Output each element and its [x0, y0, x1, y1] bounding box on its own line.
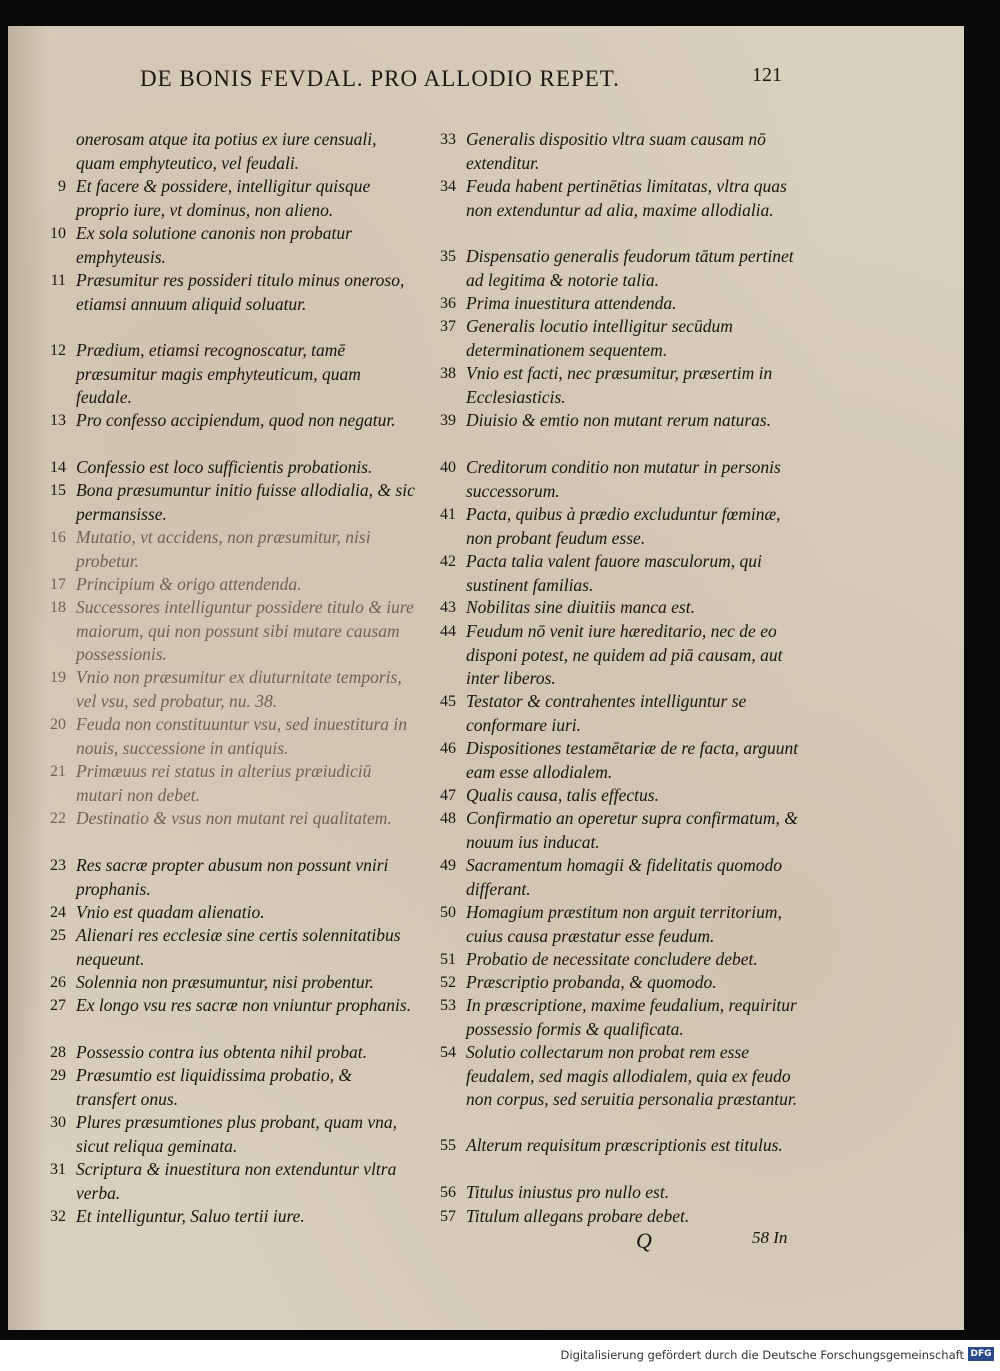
entry-text: Sacramentum homagii & fidelitatis quomodo differant. [466, 855, 782, 899]
entry-text: Nobilitas sine diuitiis manca est. [466, 597, 695, 617]
entry-text: Præsumtio est liquidissima probatio, & transfert onus. [76, 1065, 352, 1109]
entry-number: 26 [50, 974, 66, 991]
entry-text: Dispensatio generalis feudorum tātum pertinet ad legitima & notorie talia. [466, 246, 794, 290]
index-entry [440, 503, 810, 550]
entry-number: 11 [50, 272, 66, 289]
entry-number: 50 [440, 904, 456, 921]
entry-text: Solutio collectarum non probat rem esse feudalem, sed magis allodialem, quia ex feudo non corpus, sed seruitia personalia præstantur. [466, 1042, 798, 1109]
entry-text: onerosam atque ita potius ex iure censuali, quam emphyteutico, vel feudali. [76, 129, 377, 173]
index-entry [440, 596, 810, 620]
entry-number: 39 [440, 412, 456, 429]
entry-text: Pacta, quibus à prædio excluduntur fœminæ, non probant feudum esse. [466, 504, 781, 548]
entry-number: 28 [50, 1044, 66, 1061]
entry-text: Alienari res ecclesiæ sine certis solennitatibus nequeunt. [76, 925, 401, 969]
index-entry [440, 175, 810, 222]
entry-text: Res sacræ propter abusum non possunt vniri prophanis. [76, 855, 389, 899]
entry-text: Feuda non constituuntur vsu, sed inuestitura in nouis, successione in antiquis. [76, 714, 408, 758]
entry-text: Probatio de necessitate concludere debet. [466, 949, 758, 969]
index-entry [50, 269, 416, 316]
entry-text: Præsumitur res possideri titulo minus oneroso, etiamsi annuum aliquid soluatur. [76, 270, 405, 314]
index-entry [58, 175, 416, 222]
index-entry [50, 339, 416, 410]
entry-number: 38 [440, 365, 456, 382]
entry-text: Pro confesso accipiendum, quod non negatur. [76, 410, 396, 430]
entry-number: 32 [50, 1208, 66, 1225]
entry-number: 41 [440, 506, 456, 523]
index-entry [50, 573, 416, 597]
digitization-footer [0, 1340, 1000, 1371]
entry-number: 51 [440, 951, 456, 968]
index-entry [440, 409, 810, 433]
entry-number: 27 [50, 997, 66, 1014]
index-entry [50, 994, 416, 1018]
entry-number: 31 [50, 1161, 66, 1178]
index-entry [50, 807, 416, 831]
index-entry [50, 924, 416, 971]
index-entry [440, 1134, 810, 1158]
entry-number: 13 [50, 412, 66, 429]
entry-number: 29 [50, 1067, 66, 1084]
entry-number: 23 [50, 857, 66, 874]
entry-text: Confirmatio an operetur supra confirmatum, & nouum ius inducat. [466, 808, 798, 852]
index-entry [440, 245, 810, 292]
entry-number: 12 [50, 342, 66, 359]
entry-number: 35 [440, 248, 456, 265]
index-entry [440, 971, 810, 995]
index-entry [440, 807, 810, 854]
entry-text: Prædium, etiamsi recognoscatur, tamē præsumitur magis emphyteuticum, quam feudale. [76, 340, 361, 407]
entry-number: 36 [440, 295, 456, 312]
index-entry [440, 784, 810, 808]
index-entry [50, 666, 416, 713]
index-entry [50, 854, 416, 901]
entry-number: 49 [440, 857, 456, 874]
index-entry [440, 456, 810, 503]
index-entry [76, 128, 416, 175]
entry-text: Pacta talia valent fauore masculorum, qui sustinent familias. [466, 551, 762, 595]
entry-text: Generalis dispositio vltra suam causam nō extenditur. [466, 129, 766, 173]
index-entry [440, 128, 810, 175]
entry-number: 24 [50, 904, 66, 921]
entry-number: 46 [440, 740, 456, 757]
entry-text: Testator & contrahentes intelliguntur se conformare iuri. [466, 691, 747, 735]
index-entry [440, 1041, 810, 1112]
catchword: 58 In [752, 1228, 788, 1247]
entry-text: Ex longo vsu res sacræ non vniuntur prophanis. [76, 995, 412, 1015]
entry-number: 19 [50, 669, 66, 686]
entry-number: 14 [50, 459, 66, 476]
entry-number: 55 [440, 1137, 456, 1154]
entry-text: Mutatio, vt accidens, non præsumitur, nisi probetur. [76, 527, 371, 571]
entry-text: Ex sola solutione canonis non probatur emphyteusis. [76, 223, 352, 267]
entry-number: 56 [440, 1184, 456, 1201]
entry-number: 33 [440, 131, 456, 148]
index-entry [50, 1158, 416, 1205]
entry-number: 15 [50, 482, 66, 499]
entry-text: Titulus iniustus pro nullo est. [466, 1182, 670, 1202]
entry-number: 40 [440, 459, 456, 476]
entry-text: Successores intelliguntur possidere titulo & iure maiorum, qui non possunt sibi mutare causam possessionis. [76, 597, 414, 664]
index-entry [440, 550, 810, 597]
index-entry [440, 690, 810, 737]
entry-text: Titulum allegans probare debet. [466, 1206, 690, 1226]
entry-text: Vnio est facti, nec præsumitur, præsertim in Ecclesiasticis. [466, 363, 773, 407]
entry-number: 37 [440, 318, 456, 335]
entry-text: Et facere & possidere, intelligitur quisque proprio iure, vt dominus, non alieno. [76, 176, 371, 220]
entry-text: Feuda habent pertinētias limitatas, vltra quas non extenduntur ad alia, maxime allodialia. [466, 176, 787, 220]
entry-text: Destinatio & vsus non mutant rei qualitatem. [76, 808, 392, 828]
entry-text: Alterum requisitum præscriptionis est titulus. [466, 1135, 783, 1155]
entry-number: 20 [50, 716, 66, 733]
running-head: DE BONIS FEVDAL. PRO ALLODIO REPET. [140, 66, 620, 91]
index-entry [50, 713, 416, 760]
entry-number: 52 [440, 974, 456, 991]
index-entry [440, 737, 810, 784]
entry-number: 48 [440, 810, 456, 827]
entry-text: Plures præsumtiones plus probant, quam vna, sicut reliqua geminata. [76, 1112, 397, 1156]
entry-text: Qualis causa, talis effectus. [466, 785, 659, 805]
index-entry [50, 409, 416, 433]
dfg-logo: DFG [968, 1347, 994, 1361]
index-entry [440, 948, 810, 972]
entry-text: Præscriptio probanda, & quomodo. [466, 972, 717, 992]
entry-text: Possessio contra ius obtenta nihil probat. [76, 1042, 368, 1062]
entry-number: 42 [440, 553, 456, 570]
index-entry [440, 994, 810, 1041]
entry-number: 10 [50, 225, 66, 242]
signature-mark: Q [636, 1228, 652, 1253]
entry-text: Dispositiones testamētariæ de re facta, arguunt eam esse allodialem. [466, 738, 799, 782]
index-entry [440, 292, 810, 316]
index-entry [50, 1111, 416, 1158]
entry-text: Vnio non præsumitur ex diuturnitate temporis, vel vsu, sed probatur, nu. 38. [76, 667, 402, 711]
index-entry [440, 315, 810, 362]
index-entry [440, 854, 810, 901]
index-entry [50, 971, 416, 995]
footer-credit: Digitalisierung gefördert durch die Deutsche Forschungsgemeinschaft [560, 1348, 964, 1362]
entry-number: 53 [440, 997, 456, 1014]
entry-text: Generalis locutio intelligitur secūdum determinationem sequentem. [466, 316, 733, 360]
entry-number: 44 [440, 623, 456, 640]
index-entry [50, 901, 416, 925]
index-entry [50, 1041, 416, 1065]
index-entry [50, 1064, 416, 1111]
index-entry [50, 596, 416, 667]
entry-number: 21 [50, 763, 66, 780]
index-entry [50, 222, 416, 269]
page-number: 121 [752, 64, 782, 86]
index-entry [50, 456, 416, 480]
entry-text: Creditorum conditio non mutatur in personis successorum. [466, 457, 781, 501]
entry-number: 9 [58, 178, 66, 195]
entry-text: Confessio est loco sufficientis probationis. [76, 457, 373, 477]
index-entry [440, 1205, 810, 1229]
index-entry [50, 1205, 416, 1229]
entry-text: Et intelliguntur, Saluo tertii iure. [76, 1206, 305, 1226]
entry-number: 43 [440, 599, 456, 616]
entry-number: 17 [50, 576, 66, 593]
index-entry [50, 760, 416, 807]
entry-number: 18 [50, 599, 66, 616]
entry-text: In præscriptione, maxime feudalium, requiritur possessio formis & qualificata. [466, 995, 797, 1039]
entry-number: 16 [50, 529, 66, 546]
index-entry [50, 526, 416, 573]
entry-number: 47 [440, 787, 456, 804]
entry-text: Primæuus rei status in alterius præiudiciū mutari non debet. [76, 761, 372, 805]
entry-number: 22 [50, 810, 66, 827]
entry-number: 57 [440, 1208, 456, 1225]
entry-text: Principium & origo attendenda. [76, 574, 302, 594]
entry-text: Vnio est quadam alienatio. [76, 902, 265, 922]
entry-text: Feudum nō venit iure hæreditario, nec de eo disponi potest, ne quidem ad piā causam, aut inter liberos. [466, 621, 783, 688]
index-entry [440, 362, 810, 409]
entry-text: Prima inuestitura attendenda. [466, 293, 677, 313]
index-entry [440, 901, 810, 948]
entry-text: Diuisio & emtio non mutant rerum naturas. [466, 410, 772, 430]
entry-text: Homagium præstitum non arguit territorium, cuius causa præstatur esse feudum. [466, 902, 782, 946]
entry-number: 34 [440, 178, 456, 195]
index-entry [440, 1181, 810, 1205]
entry-text: Bona præsumuntur initio fuisse allodialia, & sic permansisse. [76, 480, 415, 524]
entry-number: 45 [440, 693, 456, 710]
index-entry [50, 479, 416, 526]
entry-number: 25 [50, 927, 66, 944]
entry-text: Scriptura & inuestitura non extenduntur vltra verba. [76, 1159, 397, 1203]
entry-number: 30 [50, 1114, 66, 1131]
entry-number: 54 [440, 1044, 456, 1061]
index-entry [440, 620, 810, 691]
entry-text: Solennia non præsumuntur, nisi probentur. [76, 972, 374, 992]
